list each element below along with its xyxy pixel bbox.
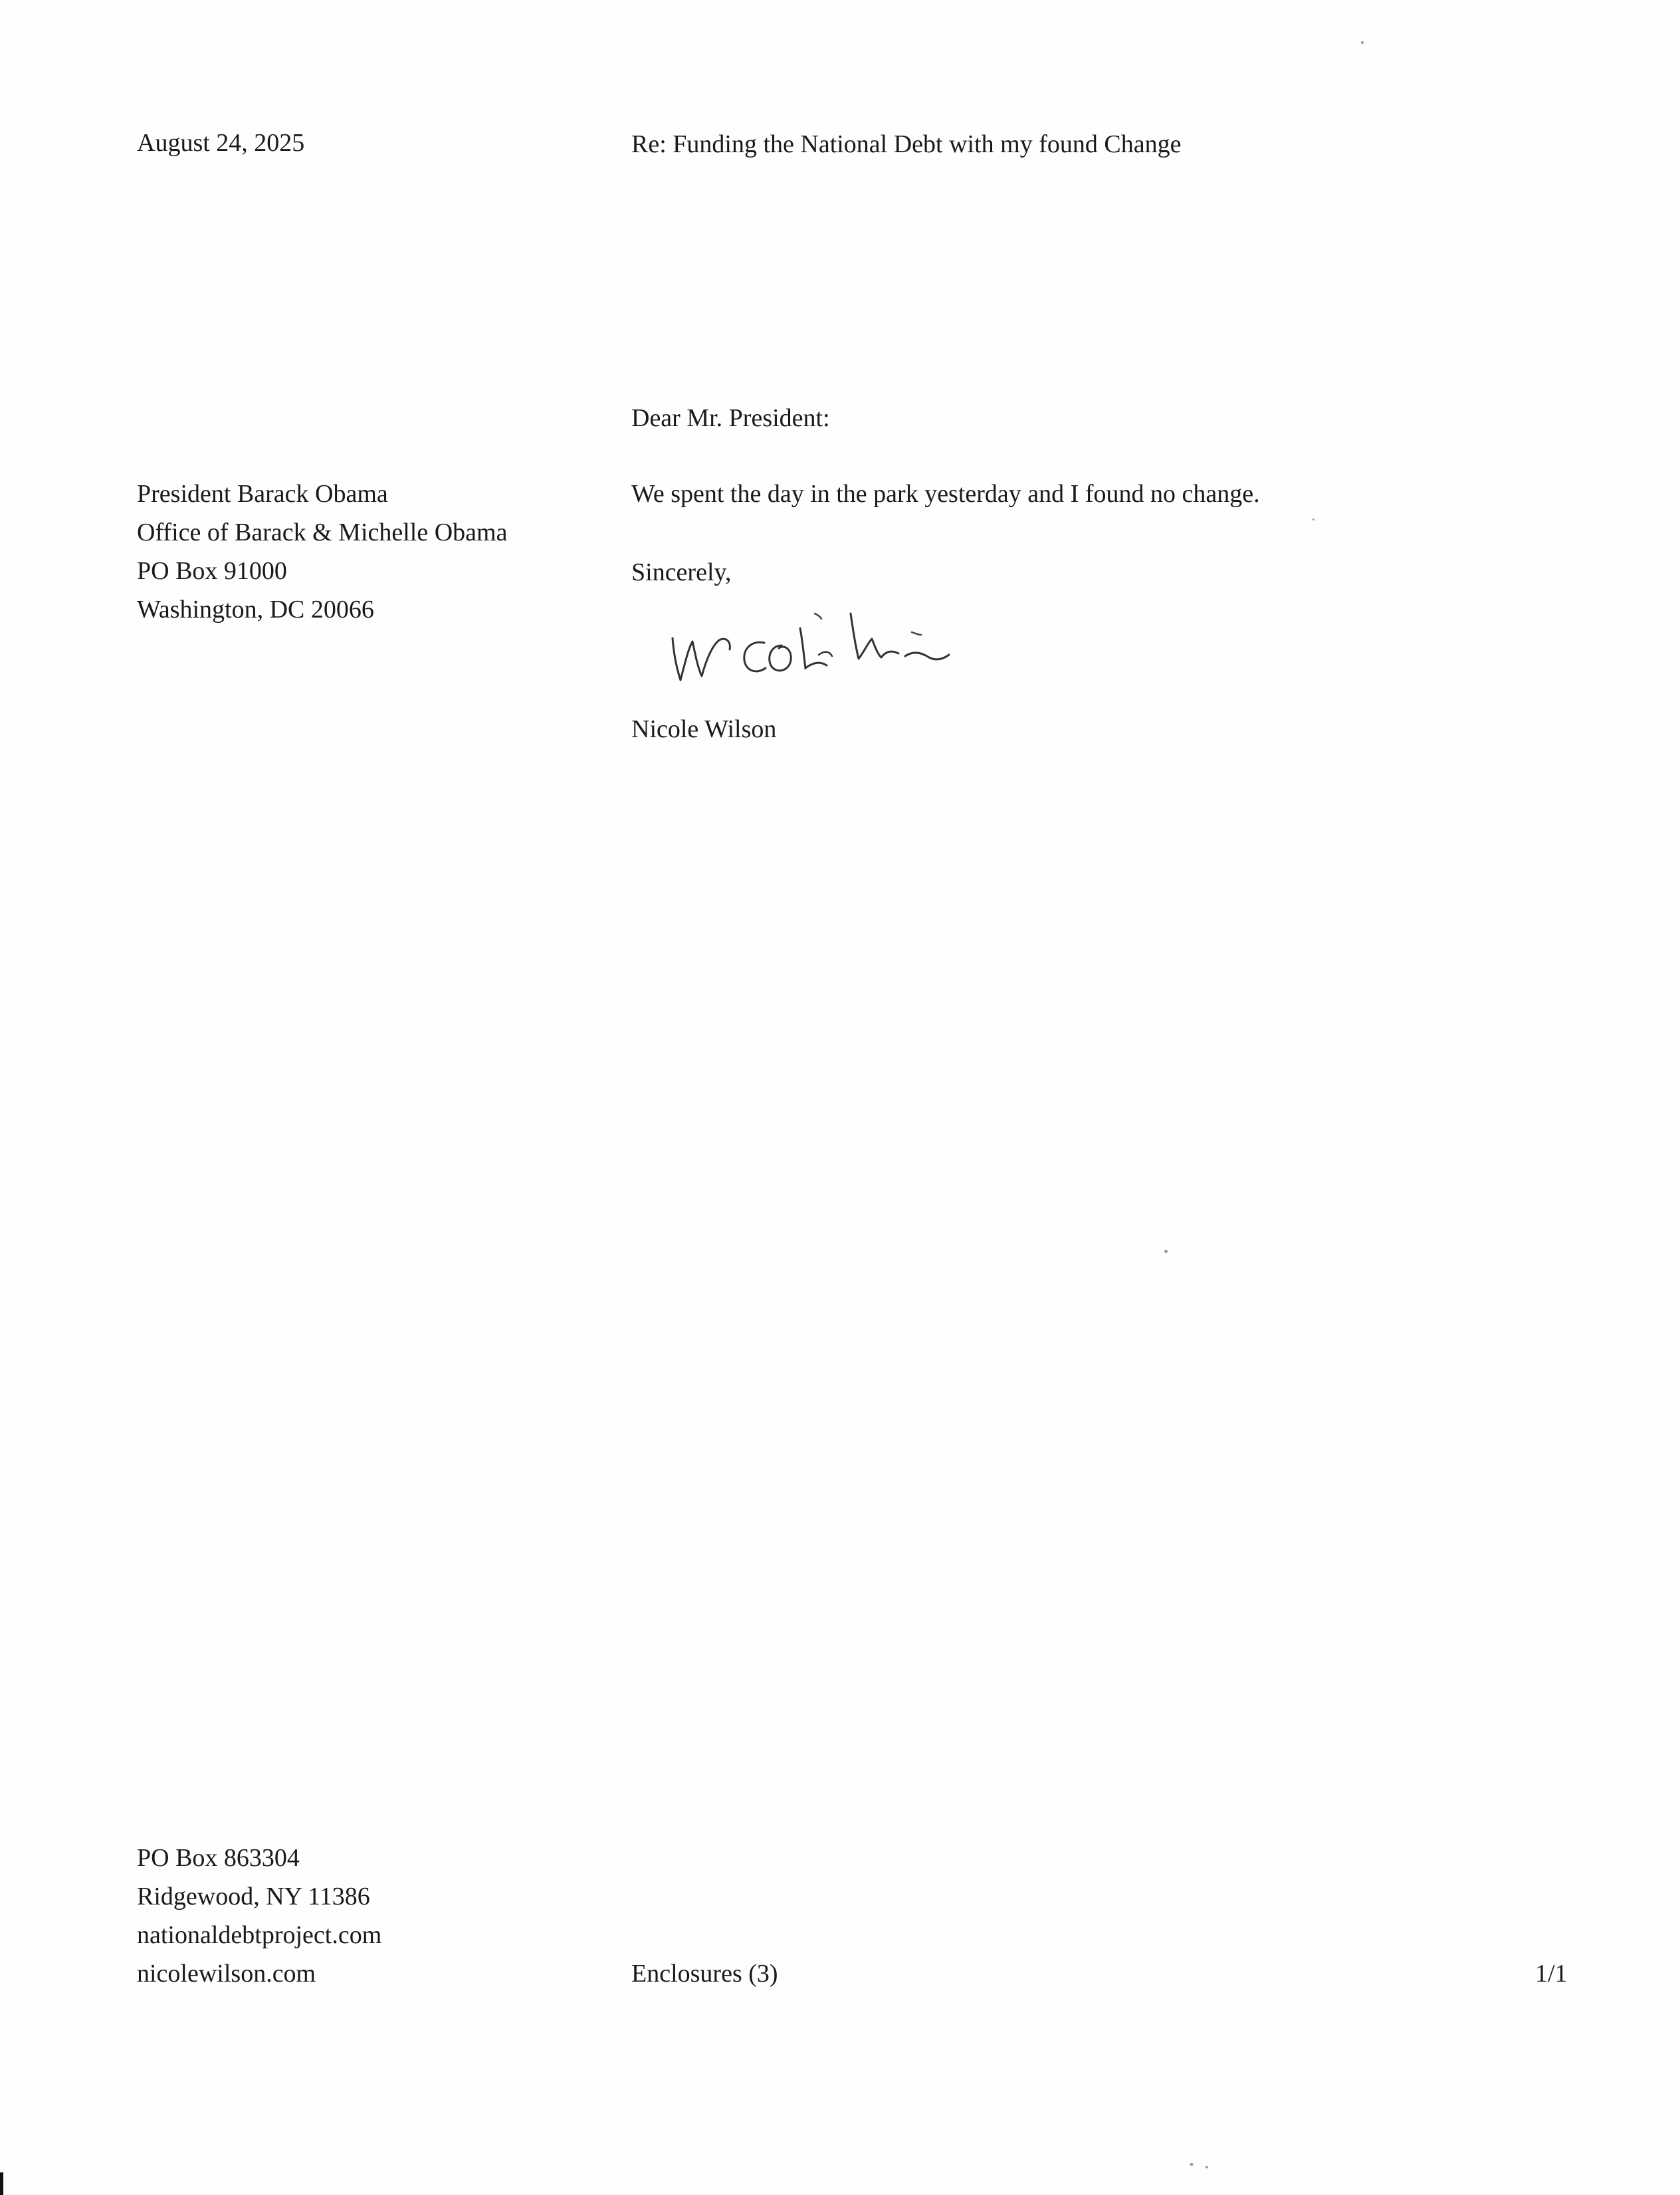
handwritten-signature	[665, 602, 984, 701]
closing: Sincerely,	[631, 558, 732, 586]
scan-speck	[1206, 2166, 1208, 2168]
letter-date: August 24, 2025	[137, 129, 305, 157]
letter-body: We spent the day in the park yesterday and I found no change.	[631, 480, 1260, 508]
recipient-office: Office of Barack & Michelle Obama	[137, 519, 508, 546]
recipient-address	[137, 475, 507, 629]
signer-name: Nicole Wilson	[631, 715, 777, 743]
page-number: 1/1	[1535, 1960, 1568, 1988]
enclosures-note: Enclosures (3)	[631, 1960, 778, 1988]
salutation: Dear Mr. President:	[631, 404, 830, 432]
sender-po-box: PO Box 863304	[137, 1844, 300, 1872]
scan-speck	[1190, 2163, 1194, 2166]
scan-speck	[1361, 41, 1364, 44]
recipient-po-box: PO Box 91000	[137, 557, 287, 585]
letter-subject: Re: Funding the National Debt with my found Change	[631, 130, 1182, 158]
sender-website: nationaldebtproject.com	[137, 1921, 382, 1949]
recipient-city: Washington, DC 20066	[137, 596, 374, 624]
scan-edge-mark	[0, 2172, 3, 2195]
recipient-name: President Barack Obama	[137, 480, 388, 508]
sender-city: Ridgewood, NY 11386	[137, 1883, 370, 1910]
scan-speck	[1312, 519, 1314, 520]
sender-address	[137, 1839, 381, 1993]
sender-website-personal: nicolewilson.com	[137, 1960, 316, 1988]
scan-speck	[1164, 1250, 1168, 1253]
